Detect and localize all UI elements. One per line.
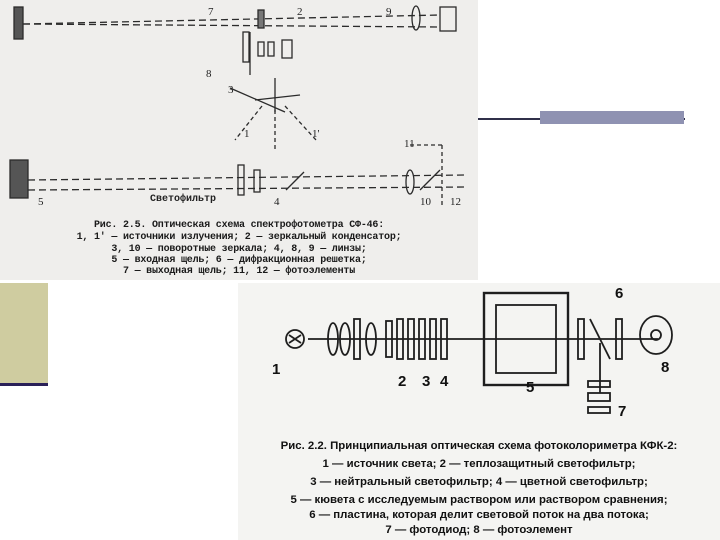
kfk2-caption-line: 3 — нейтральный светофильтр; 4 — цветной светофильтр; [310,476,648,488]
sf46-label-11: 11 [404,138,415,150]
kfk2-label-8: 8 [661,359,670,376]
kfk2-label-2: 2 [398,373,407,390]
sf46-label-2: 2 [297,6,303,18]
sf46-label-12: 12 [450,196,461,208]
slate-accent-bar [540,111,684,124]
sf46-caption-line: 3, 10 — поворотные зеркала; 4, 8, 9 — линзы; [111,244,367,255]
sf46-caption-line: 5 — входная щель; 6 — дифракционная решетка; [111,255,367,266]
sf46-label-5: 5 [38,196,44,208]
kfk2-label-7: 7 [618,403,627,420]
sf46-label-4: 4 [274,196,280,208]
sf46-label-9: 9 [386,6,392,18]
kfk2-caption-title: Рис. 2.2. Принципиальная оптическая схема фотоколориметра КФК-2: [280,440,678,452]
sf46-label-3: 3 [228,84,234,96]
kfk2-label-6: 6 [615,285,624,302]
sf46-optical-diagram [0,0,478,205]
kfk2-caption-line: 5 — кювета с исследуемым раствором или раствором сравнения; [290,494,668,506]
kfk2-optical-diagram [238,283,720,433]
kfk2-label-5: 5 [526,379,535,396]
kfk2-label-3: 3 [422,373,431,390]
olive-accent-block [0,283,48,383]
sf46-label-1-prime: 1' [312,128,320,140]
sf46-label-10: 10 [420,196,431,208]
navy-accent-line [0,383,48,386]
sf46-label-8: 8 [206,68,212,80]
kfk2-caption-line: 7 — фотодиод; 8 — фотоэлемент [385,524,573,536]
sf46-caption-title: Рис. 2.5. Оптическая схема спектрофотометра СФ-46: [93,220,385,231]
sf46-inline-label-filter: Светофильтр [150,194,217,205]
kfk2-caption-line: 1 — источник света; 2 — теплозащитный светофильтр; [322,458,636,470]
sf46-caption-line: 7 — выходная щель; 11, 12 — фотоэлементы [122,266,356,277]
sf46-caption-line: 1, 1' — источники излучения; 2 — зеркальный конденсатор; [76,232,402,243]
kfk2-caption-line: 6 — пластина, которая делит световой поток на два потока; [309,509,649,521]
scanned-figure-kfk2 [238,283,720,540]
kfk2-label-1: 1 [272,361,281,378]
sf46-label-7: 7 [208,6,214,18]
kfk2-label-4: 4 [440,373,449,390]
sf46-label-1: 1 [244,128,250,140]
scanned-figure-sf46 [0,0,478,280]
